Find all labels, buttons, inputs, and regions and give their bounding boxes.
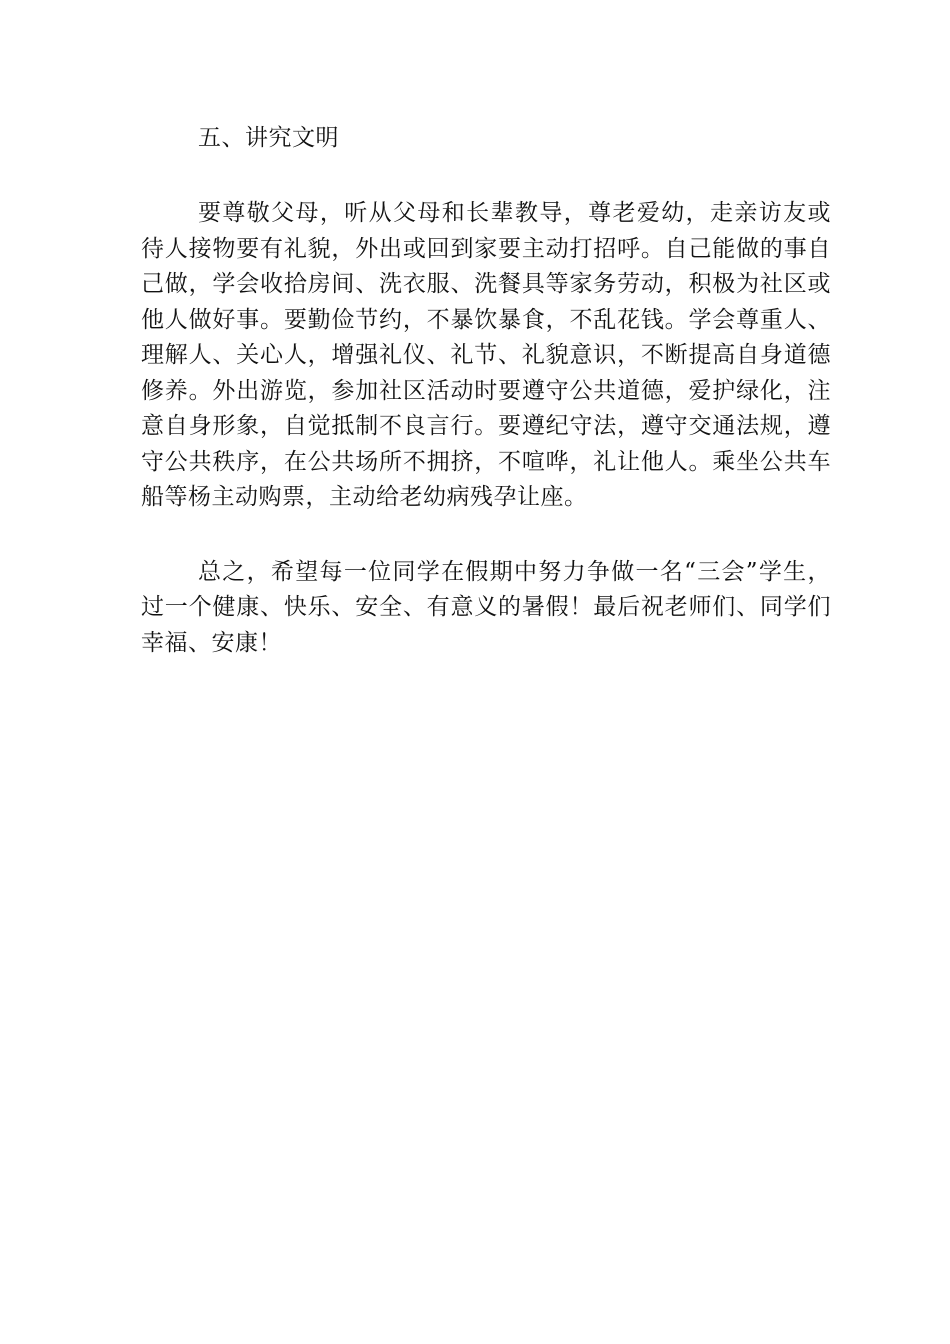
document-body xyxy=(141,120,831,661)
paragraph-civility: 要尊敬父母，听从父母和长辈教导，尊老爱幼，走亲访友或待人接物要有礼貌，外出或回到家要主动打招呼。自己能做的事自己做，学会收拾房间、洗衣服、洗餐具等家务劳动，积极为社区或他人做好事。要勤俭节约，不暴饮暴食，不乱花钱。学会尊重人、理解人、关心人，增强礼仪、礼节、礼貌意识，不断提高自身道德修养。外出游览，参加社区活动时要遵守公共道德，爱护绿化，注意自身形象，自觉抵制不良言行。要遵纪守法，遵守交通法规，遵守公共秩序，在公共场所不拥挤，不喧哗，礼让他人。乘坐公共车船等杨主动购票，主动给老幼病残孕让座。 xyxy=(141,200,831,510)
paragraph-spacer xyxy=(141,516,831,555)
section-heading: 五、讲究文明 xyxy=(198,125,339,151)
paragraph-closing: 总之，希望每一位同学在假期中努力争做一名“三会”学生，过一个健康、快乐、安全、有意义的暑假！最后祝老师们、同学们幸福、安康！ xyxy=(141,558,831,656)
paragraph-spacer xyxy=(141,156,831,196)
